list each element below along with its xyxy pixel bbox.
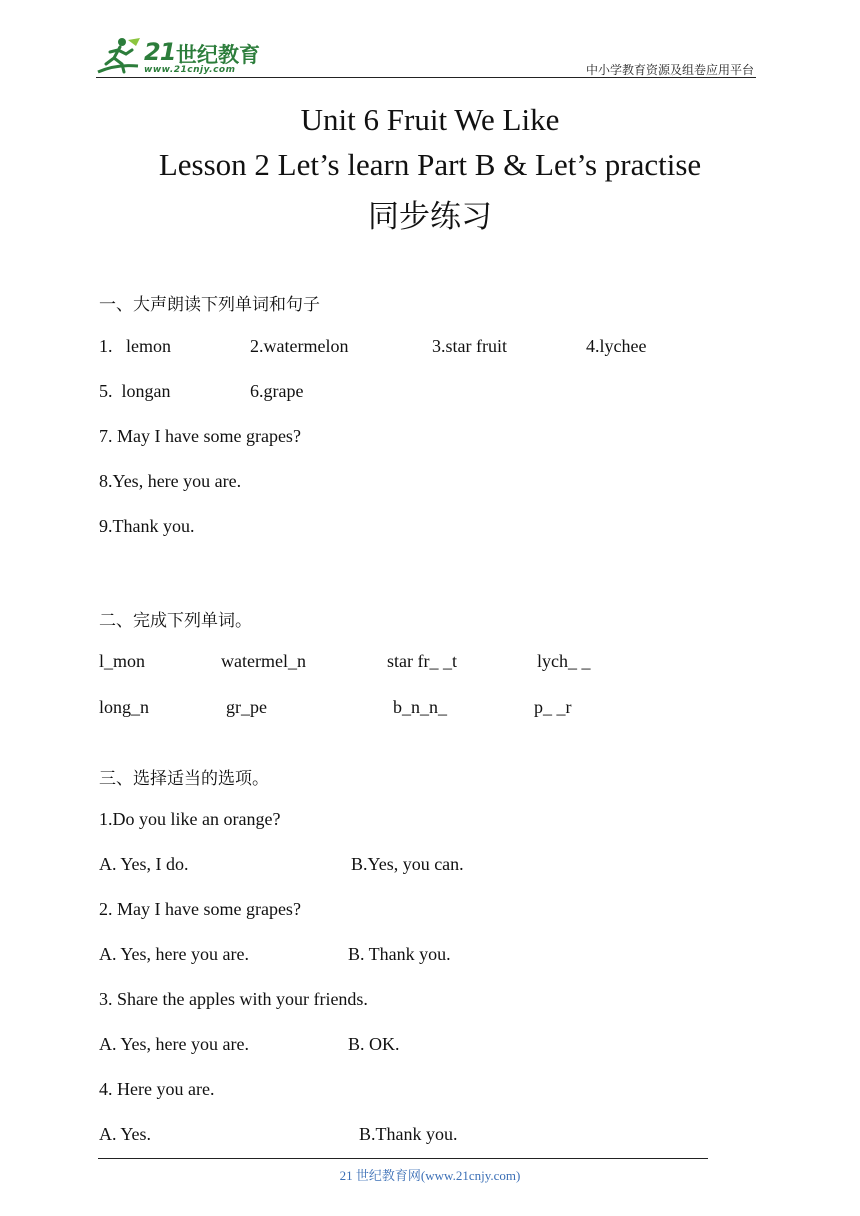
question: 2. May I have some grapes? [99, 899, 301, 919]
option-a: A. Yes, I do. [99, 854, 189, 874]
word-item: 5. longan [99, 381, 171, 401]
sentence-item: 8.Yes, here you are. [99, 471, 242, 491]
fill-word: watermel_n [221, 651, 306, 671]
question: 3. Share the apples with your friends. [99, 989, 368, 1009]
footer-text[interactable]: 21 世纪教育网(www.21cnjy.com) [339, 1168, 521, 1183]
question: 4. Here you are. [99, 1079, 215, 1099]
section3-heading: 三、选择适当的选项。 [99, 769, 269, 788]
fill-word: p_ _r [534, 697, 572, 717]
fill-word: long_n [99, 697, 150, 717]
logo-url: www.21cnjy.com [144, 65, 236, 75]
header-divider [96, 77, 756, 78]
fill-word: star fr_ _t [387, 651, 457, 671]
option-b: B.Yes, you can. [351, 854, 464, 874]
option-b: B.Thank you. [359, 1124, 458, 1144]
header-tagline: 中小学教育资源及组卷应用平台 [585, 63, 754, 77]
sentence-item: 9.Thank you. [99, 516, 195, 536]
word-item: 2.watermelon [250, 336, 349, 356]
option-b: B. Thank you. [348, 944, 451, 964]
fill-word: gr_pe [226, 697, 267, 717]
runner-logo-icon [94, 36, 144, 78]
footer-divider [98, 1158, 708, 1159]
fill-word: lych_ _ [537, 651, 591, 671]
option-a: A. Yes. [99, 1124, 152, 1144]
word-item: 4.lychee [586, 336, 647, 356]
unit-title: Unit 6 Fruit We Like [300, 102, 560, 137]
word-item: 3.star fruit [432, 336, 507, 356]
lesson-title: Lesson 2 Let’s learn Part B & Let’s practise [158, 147, 702, 182]
site-logo [94, 36, 264, 78]
section1-heading: 一、大声朗读下列单词和句子 [99, 295, 320, 314]
section2-heading: 二、完成下列单词。 [99, 611, 252, 630]
exercise-subtitle: 同步练习 [368, 199, 492, 234]
sentence-item: 7. May I have some grapes? [99, 426, 301, 446]
logo-number: 21 [144, 38, 176, 66]
logo-text: 世纪教育 [176, 43, 260, 67]
fill-word: b_n_n_ [393, 697, 447, 717]
question: 1.Do you like an orange? [99, 809, 281, 829]
fill-word: l_mon [99, 651, 146, 671]
option-b: B. OK. [348, 1034, 400, 1054]
option-a: A. Yes, here you are. [99, 1034, 249, 1054]
word-item: 6.grape [250, 381, 304, 401]
word-item: 1. lemon [99, 336, 171, 356]
option-a: A. Yes, here you are. [99, 944, 249, 964]
